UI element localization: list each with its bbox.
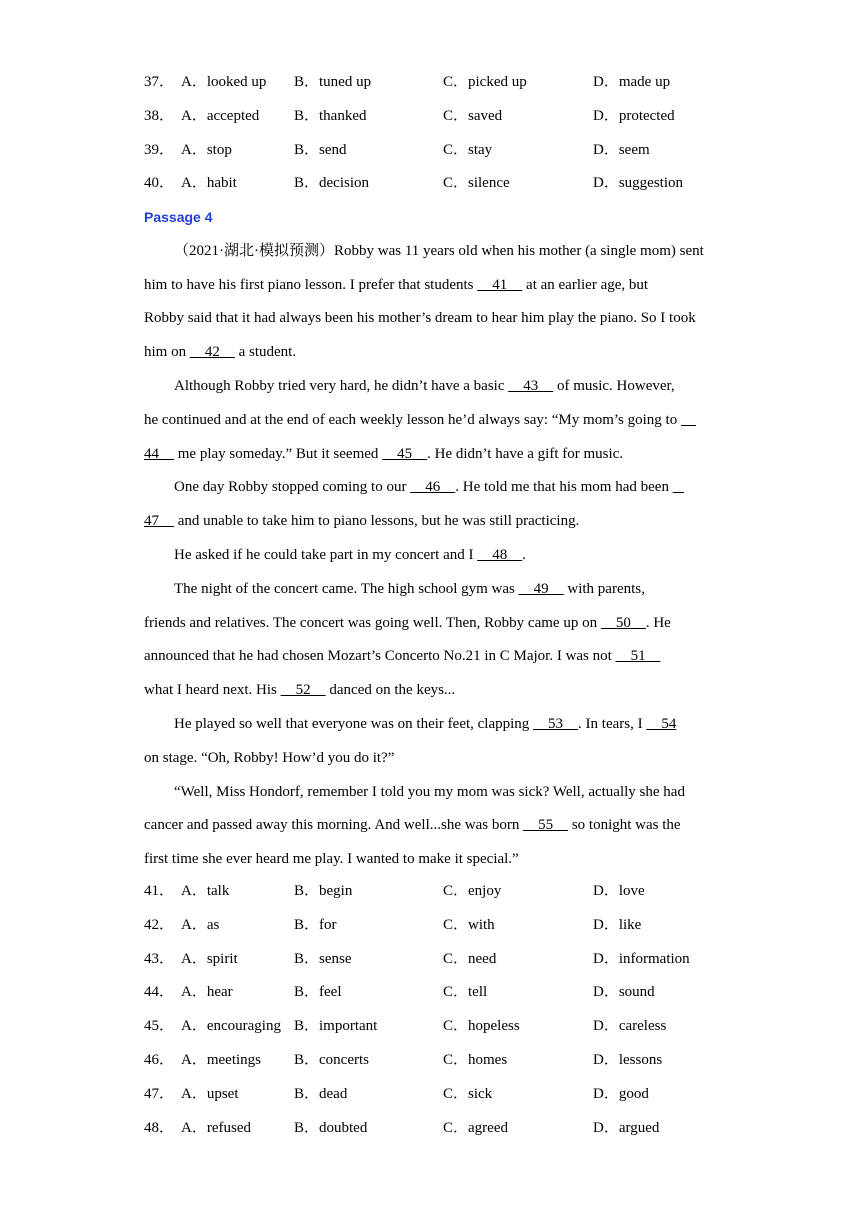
option-b: B．begin bbox=[294, 883, 353, 899]
question-number: 42． bbox=[144, 916, 175, 933]
blank-51: 51 bbox=[615, 648, 661, 665]
option-c: C．agreed bbox=[443, 1119, 508, 1136]
option-row bbox=[144, 66, 724, 100]
option-a: A．accepted bbox=[181, 107, 260, 124]
question-number: 45． bbox=[144, 1018, 175, 1035]
passage-line: what I heard next. His 52 danced on the keys... bbox=[144, 682, 456, 699]
option-a: A．upset bbox=[181, 1085, 239, 1102]
passage-title: Passage 4 bbox=[144, 209, 213, 225]
question-number: 48． bbox=[144, 1119, 175, 1136]
question-number: 37． bbox=[144, 74, 175, 90]
option-a: A．habit bbox=[181, 175, 237, 192]
blank-47 bbox=[673, 479, 684, 495]
option-b: B．tuned up bbox=[294, 74, 372, 90]
passage-line: cancer and passed away this morning. And well...she was born 55 so tonight was the bbox=[144, 817, 681, 834]
option-b: B．important bbox=[294, 1018, 378, 1035]
option-c: C．sick bbox=[443, 1085, 493, 1102]
option-row bbox=[144, 1112, 724, 1146]
option-b: B．feel bbox=[294, 984, 342, 1001]
option-c: C．hopeless bbox=[443, 1018, 520, 1035]
option-b: B．thanked bbox=[294, 107, 367, 124]
option-row bbox=[144, 134, 724, 168]
blank-49: 49 bbox=[518, 580, 564, 597]
option-d: D．love bbox=[593, 883, 645, 899]
option-a: A．refused bbox=[181, 1119, 251, 1136]
passage-line: “Well, Miss Hondorf, remember I told you my mom was sick? Well, actually she had bbox=[174, 783, 685, 800]
question-number: 40． bbox=[144, 175, 175, 192]
blank-47: 47 bbox=[144, 513, 174, 530]
question-number: 46． bbox=[144, 1051, 175, 1068]
passage-line: first time she ever heard me play. I wanted to make it special.” bbox=[144, 851, 519, 868]
blank-55: 55 bbox=[523, 817, 569, 834]
option-row bbox=[144, 1044, 724, 1078]
passage-line: friends and relatives. The concert was going well. Then, Robby came up on 50 . He bbox=[144, 614, 671, 631]
option-d: D．seem bbox=[593, 141, 650, 158]
blank-53: 53 bbox=[533, 715, 579, 732]
blank-44: 44 bbox=[144, 445, 174, 462]
question-number: 47． bbox=[144, 1085, 175, 1102]
blank-54: 54 bbox=[646, 715, 677, 732]
option-c: C．with bbox=[443, 916, 495, 933]
option-c: C．need bbox=[443, 950, 497, 967]
blank-48: 48 bbox=[477, 546, 523, 563]
option-b: B．dead bbox=[294, 1085, 348, 1102]
option-a: A．meetings bbox=[181, 1051, 261, 1068]
option-d: D．like bbox=[593, 916, 642, 933]
option-a: A．talk bbox=[181, 883, 230, 899]
blank-42: 42 bbox=[189, 344, 235, 361]
question-number: 38． bbox=[144, 107, 175, 124]
option-b: B．sense bbox=[294, 950, 352, 967]
option-a: A．as bbox=[181, 916, 220, 933]
passage-line: on stage. “Oh, Robby! How’d you do it?” bbox=[144, 749, 395, 766]
blank-45: 45 bbox=[382, 445, 428, 462]
option-b: B．concerts bbox=[294, 1051, 369, 1068]
passage-line: 44 me play someday.” But it seemed 45 . He didn’t have a gift for music. bbox=[144, 445, 624, 462]
option-d: D．careless bbox=[593, 1018, 667, 1035]
option-d: D．protected bbox=[593, 107, 675, 124]
option-d: D．lessons bbox=[593, 1051, 663, 1068]
option-row bbox=[144, 1078, 724, 1112]
option-row bbox=[144, 976, 724, 1010]
option-row bbox=[144, 909, 724, 943]
passage-line: One day Robby stopped coming to our 46 . He told me that his mom had been bbox=[144, 471, 724, 505]
option-c: C．homes bbox=[443, 1051, 508, 1068]
option-row bbox=[144, 1010, 724, 1044]
question-number: 39． bbox=[144, 141, 175, 158]
blank-41: 41 bbox=[477, 276, 523, 293]
option-a: A．spirit bbox=[181, 950, 238, 967]
option-a: A．looked up bbox=[181, 74, 267, 90]
options-bottom bbox=[144, 875, 724, 1145]
passage-line: him to have his first piano lesson. I prefer that students 41 at an earlier age, but bbox=[144, 276, 649, 293]
option-a: A．hear bbox=[181, 984, 233, 1001]
option-d: D．sound bbox=[593, 984, 655, 1001]
passage-line: He played so well that everyone was on their feet, clapping 53 . In tears, I 54 bbox=[174, 715, 677, 732]
passage-line: announced that he had chosen Mozart’s Concerto No.21 in C Major. I was not 51 bbox=[144, 648, 661, 665]
option-c: C．silence bbox=[443, 175, 510, 192]
blank-46: 46 bbox=[410, 479, 456, 496]
option-c: C．tell bbox=[443, 984, 488, 1001]
option-d: D．good bbox=[593, 1085, 649, 1102]
blank-43: 43 bbox=[508, 377, 554, 394]
passage-line: The night of the concert came. The high school gym was 49 with parents, bbox=[174, 580, 645, 597]
question-number: 41． bbox=[144, 883, 175, 899]
option-a: A．encouraging bbox=[181, 1018, 281, 1035]
option-d: D．information bbox=[593, 950, 690, 967]
question-number: 43． bbox=[144, 950, 175, 967]
option-row bbox=[144, 875, 724, 909]
passage-line: he continued and at the end of each weekly lesson he’d always say: “My mom’s going to bbox=[144, 404, 724, 438]
option-row bbox=[144, 100, 724, 134]
option-b: B．doubted bbox=[294, 1119, 368, 1136]
option-a: A．stop bbox=[181, 141, 232, 158]
blank-52: 52 bbox=[280, 682, 326, 699]
passage-line: Robby said that it had always been his mother’s dream to hear him play the piano. So I took bbox=[144, 310, 696, 327]
passage bbox=[144, 201, 724, 877]
option-c: C．enjoy bbox=[443, 883, 502, 899]
passage-line: He asked if he could take part in my concert and I 48 . bbox=[174, 546, 526, 563]
option-d: D．suggestion bbox=[593, 175, 684, 192]
options-top bbox=[144, 66, 724, 201]
option-row bbox=[144, 943, 724, 977]
blank-44 bbox=[681, 412, 696, 428]
option-c: C．saved bbox=[443, 107, 503, 124]
passage-line: 47 and unable to take him to piano lessons, but he was still practicing. bbox=[144, 513, 580, 530]
option-d: D．argued bbox=[593, 1119, 660, 1136]
option-b: B．decision bbox=[294, 175, 369, 192]
passage-line: him on 42 a student. bbox=[144, 344, 297, 361]
option-row bbox=[144, 167, 724, 201]
question-number: 44． bbox=[144, 984, 175, 1001]
passage-line: （2021·湖北·模拟预测）Robby was 11 years old when his mother (a single mom) sent bbox=[174, 242, 704, 259]
option-b: B．send bbox=[294, 141, 347, 158]
passage-line: Although Robby tried very hard, he didn’t have a basic 43 of music. However, bbox=[174, 377, 675, 394]
option-c: C．picked up bbox=[443, 74, 527, 90]
option-d: D．made up bbox=[593, 74, 671, 90]
option-c: C．stay bbox=[443, 141, 493, 158]
blank-50: 50 bbox=[600, 614, 646, 631]
option-b: B．for bbox=[294, 916, 337, 933]
